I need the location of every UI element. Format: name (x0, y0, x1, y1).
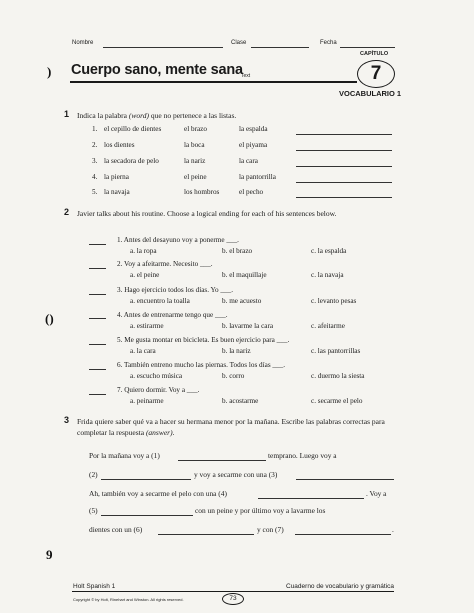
copyright-notice: Copyright © by Holt, Rinehart and Winston. All rights reserved. (73, 597, 184, 602)
s2-item-3-question: 3. Hago ejercicio todos los días. Yo ___. (117, 286, 233, 294)
title-rule (70, 81, 357, 83)
s1-row-1-num: 1. (92, 125, 98, 133)
s3-line-5-part-3: . (392, 525, 394, 534)
s3-line-1-part-2: temprano. Luego voy a (268, 451, 337, 460)
footer-book-title: Holt Spanish 1 (73, 583, 116, 590)
s2-item-7-option-b: b. acostarme (222, 397, 259, 405)
title-suffix: Text (241, 73, 251, 79)
s1-row-1-b: el brazo (184, 125, 207, 133)
s2-item-4-answer[interactable] (89, 318, 106, 319)
footer-workbook-title: Cuaderno de vocabulario y gramática (286, 583, 395, 590)
s2-item-5-question: 5. Me gusta montar en bicicleta. Es buen ejercicio para ___. (117, 336, 290, 344)
s1-row-1-answer[interactable] (296, 134, 392, 135)
s2-item-4-option-b: b. lavarme la cara (222, 322, 274, 330)
s1-row-1-a: el cepillo de dientes (104, 125, 162, 133)
s1-row-5-answer[interactable] (296, 197, 392, 198)
s3-line-5-part-2: y con (7) (257, 525, 284, 534)
section-2-instruction: Javier talks about his routine. Choose a logical ending for each of his sentences below. (77, 209, 337, 218)
s2-item-3-answer[interactable] (89, 294, 106, 295)
s2-item-3-option-a: a. encuentro la toalla (130, 297, 190, 305)
s1-row-2-c: el piyama (239, 141, 268, 149)
fecha-label: Fecha (320, 40, 337, 46)
s2-item-6-option-c: c. duermo la siesta (311, 372, 365, 380)
section-3-number: 3 (64, 415, 70, 425)
clase-label: Clase (231, 40, 247, 46)
s1-row-4-num: 4. (92, 173, 98, 181)
nombre-blank[interactable] (103, 47, 223, 48)
s2-item-6-option-a: a. escucho música (130, 372, 183, 380)
s3-blank-3[interactable] (296, 479, 394, 480)
s1-row-4-a: la pierna (104, 173, 129, 181)
s1-row-4-b: el peine (184, 173, 207, 181)
s1-row-4-answer[interactable] (296, 182, 392, 183)
s1-row-5-a: la navaja (104, 188, 130, 196)
s2-item-2-option-a: a. el peine (130, 271, 160, 279)
s3-line-2-part-1: (2) (89, 470, 98, 479)
s1-row-3-num: 3. (92, 157, 98, 165)
s2-item-1-question: 1. Antes del desayuno voy a ponerme ___. (117, 236, 239, 244)
s2-item-2-answer[interactable] (89, 268, 106, 269)
s3-line-5-part-1: dientes con un (6) (89, 525, 143, 534)
s1-row-3-c: la cara (239, 157, 258, 165)
s2-item-7-answer[interactable] (89, 394, 106, 395)
s2-item-7-option-a: a. peinarme (130, 397, 164, 405)
s1-row-2-b: la boca (184, 141, 205, 149)
page-number: 73 (222, 593, 244, 605)
s3-line-4-part-1: (5) (89, 506, 98, 515)
s1-row-2-a: los dientes (104, 141, 135, 149)
s2-item-4-option-a: a. estirarme (130, 322, 164, 330)
s2-item-4-option-c: c. afeitarme (311, 322, 345, 330)
section-3-instruction: Frida quiere saber qué va a hacer su hermana menor por la mañana. Escribe las palabras correctas para completar la respuesta (answer). (77, 417, 385, 437)
s3-blank-1[interactable] (178, 460, 266, 461)
s2-item-1-option-c: c. la espalda (311, 247, 347, 255)
s2-item-5-option-b: b. la nariz (222, 347, 251, 355)
s2-item-5-answer[interactable] (89, 344, 106, 345)
s2-item-1-option-a: a. la ropa (130, 247, 157, 255)
s3-line-2-part-2: y voy a secarme con una (3) (194, 470, 278, 479)
binder-hole-bottom: 9 (46, 547, 53, 562)
s1-row-3-b: la nariz (184, 157, 206, 165)
s2-item-2-option-c: c. la navaja (311, 271, 344, 279)
footer-rule (72, 591, 394, 592)
chapter-number-badge: 7 (357, 60, 395, 88)
nombre-label: Nombre (72, 40, 94, 46)
worksheet-title: Cuerpo sano, mente sana (71, 62, 243, 78)
s2-item-1-answer[interactable] (89, 244, 106, 245)
binder-hole-top: ) (47, 64, 52, 79)
s3-line-4-part-2: con un peine y por último voy a lavarme los (195, 506, 326, 515)
s2-item-7-question: 7. Quiero dormir. Voy a ___. (117, 386, 200, 394)
s2-item-6-question: 6. También entreno mucho las piernas. Todos los días ___. (117, 361, 286, 369)
s1-row-5-num: 5. (92, 188, 98, 196)
s3-blank-4[interactable] (258, 498, 364, 499)
capitulo-label: CAPÍTULO (360, 51, 389, 57)
s1-row-3-answer[interactable] (296, 166, 392, 167)
s2-item-2-option-b: b. el maquillaje (222, 271, 267, 279)
s1-row-5-b: los hombros (184, 188, 220, 196)
s2-item-3-option-b: b. me acuesto (222, 297, 262, 305)
s2-item-2-question: 2. Voy a afeitarme. Necesito ___. (117, 260, 213, 268)
section-label: VOCABULARIO 1 (339, 89, 402, 98)
s3-line-1-part-1: Por la mañana voy a (1) (89, 451, 160, 460)
s3-line-3-part-1: Ah, también voy a secarme el pelo con una (4) (89, 489, 227, 498)
s2-item-5-option-c: c. las pantorrillas (311, 347, 361, 355)
s3-blank-5[interactable] (101, 515, 193, 516)
s2-item-3-option-c: c. levanto pesas (311, 297, 357, 305)
s2-item-7-option-c: c. secarme el pelo (311, 397, 363, 405)
s1-row-4-c: la pantorrilla (239, 173, 276, 181)
binder-hole-middle: () (45, 311, 54, 326)
s2-item-6-option-b: b. corro (222, 372, 245, 380)
s1-row-2-num: 2. (92, 141, 98, 149)
fecha-blank[interactable] (340, 47, 395, 48)
s3-blank-6[interactable] (158, 534, 254, 535)
s2-item-4-question: 4. Antes de entrenarme tengo que ___. (117, 311, 228, 319)
s1-row-3-a: la secadora de pelo (104, 157, 159, 165)
section-2-number: 2 (64, 207, 70, 217)
s1-row-2-answer[interactable] (296, 150, 392, 151)
s1-row-1-c: la espalda (239, 125, 268, 133)
s3-blank-2[interactable] (101, 479, 191, 480)
s3-blank-7[interactable] (295, 534, 391, 535)
s1-row-5-c: el pecho (239, 188, 264, 196)
s2-item-5-option-a: a. la cara (130, 347, 156, 355)
clase-blank[interactable] (251, 47, 309, 48)
s3-line-3-part-2: . Voy a (366, 489, 387, 498)
section-1-number: 1 (64, 109, 70, 119)
s2-item-6-answer[interactable] (89, 369, 106, 370)
section-1-instruction: Indica la palabra (word) que no pertenece a las listas. (77, 111, 237, 120)
s2-item-1-option-b: b. el brazo (222, 247, 253, 255)
